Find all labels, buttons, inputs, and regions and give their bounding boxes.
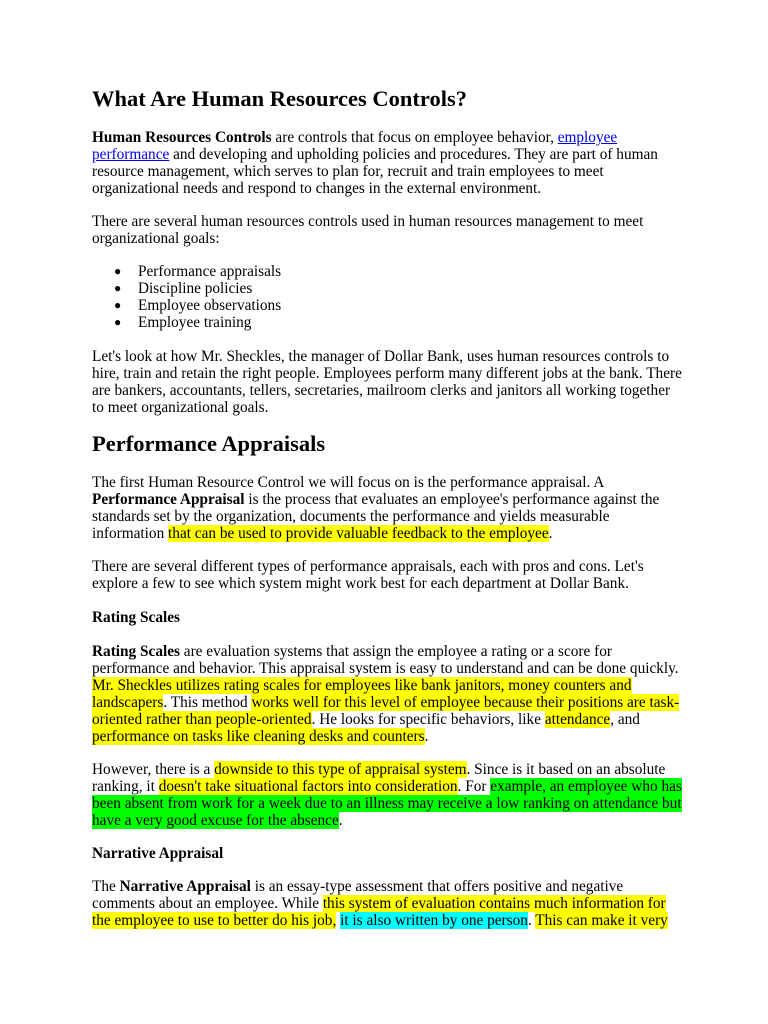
highlighted-text: that can be used to provide valuable feedback to the employee	[168, 525, 549, 542]
bold-term: Narrative Appraisal	[119, 878, 251, 895]
bullet-icon: ●	[114, 264, 122, 278]
highlighted-text: doesn't take situational factors into consideration	[158, 778, 458, 795]
text-run: The first Human Resource Control we will focus on is the performance appraisal. A	[92, 474, 604, 491]
text-run: , and	[610, 711, 640, 728]
highlighted-text: it is also written by one person	[340, 912, 528, 929]
intro-paragraph	[92, 129, 684, 197]
list-item: ● Employee observations	[114, 297, 282, 314]
bullet-icon: ●	[114, 281, 122, 295]
list-item: ● Employee training	[114, 314, 252, 331]
appraisal-types-paragraph: There are several different types of performance appraisals, each with pros and cons. Let's explore a few to see which system might work best for each department at Dollar Bank.	[92, 558, 644, 592]
text-run: . For	[457, 778, 491, 795]
text-run: are evaluation systems that assign the employee a rating or a score for performance and behavior. This appraisal system is easy to understand and can be done quickly.	[92, 643, 679, 677]
page-title: What Are Human Resources Controls?	[92, 86, 468, 111]
subheading-narrative-appraisal: Narrative Appraisal	[92, 845, 224, 862]
highlighted-text: example, an employee who has been absent from work for a week due to an illness may receive a low ranking on attendance but have a very good excuse for the absence	[92, 778, 682, 829]
text-run: . Since is it based on an absolute ranking, it	[92, 761, 666, 795]
subheading-rating-scales: Rating Scales	[92, 609, 180, 626]
bold-term: Performance Appraisal	[92, 491, 245, 508]
highlighted-text: Mr. Sheckles utilizes rating scales for employees like bank janitors, money counters and landscapers	[92, 677, 632, 711]
highlighted-text: this system of evaluation contains much information for the employee to use to better do his job,	[92, 895, 666, 929]
rating-scales-paragraph	[92, 643, 684, 745]
list-item: ● Discipline policies	[114, 280, 253, 297]
text-run: . He looks for specific behaviors, like	[311, 711, 545, 728]
bullet-icon: ●	[114, 315, 122, 329]
highlighted-text: downside to this type of appraisal system	[214, 761, 467, 778]
performance-appraisal-paragraph	[92, 474, 684, 542]
bullet-icon: ●	[114, 298, 122, 312]
text-run: .	[527, 912, 536, 929]
text-run: is an essay-type assessment that offers positive and negative comments about an employee. While	[92, 878, 624, 912]
rating-scales-downside-paragraph	[92, 761, 684, 829]
section-title: Performance Appraisals	[92, 431, 326, 456]
controls-list-intro: There are several human resources controls used in human resources management to meet organizational goals:	[92, 213, 644, 247]
text-run: are controls that focus on employee behavior,	[271, 129, 558, 146]
highlighted-text: attendance	[544, 711, 611, 728]
highlighted-text: This can make it very	[535, 912, 668, 929]
narrative-appraisal-paragraph	[92, 878, 684, 929]
text-run: .	[548, 525, 553, 542]
text-run: .	[424, 728, 429, 745]
text-run: . This method	[163, 694, 252, 711]
highlighted-text: performance on tasks like cleaning desks and counters	[92, 728, 425, 745]
text-run: However, there is a	[92, 761, 215, 778]
text-run: and developing and upholding policies and procedures. They are part of human resource management, which serves to plan for, recruit and train employees to meet organizational needs and respond to changes in the external environment.	[92, 146, 658, 197]
controls-list	[92, 263, 684, 331]
list-item: ● Performance appraisals	[114, 263, 282, 280]
highlighted-text: works well for this level of employee because their positions are task-oriented rather than people-oriented	[92, 694, 680, 728]
text-run: .	[338, 812, 343, 829]
text-run: The	[92, 878, 120, 895]
text-run: is the process that evaluates an employee's performance against the standards set by the organization, documents the performance and yields measurable information	[92, 491, 660, 542]
dollar-bank-paragraph: Let's look at how Mr. Sheckles, the manager of Dollar Bank, uses human resources controls to hire, train and retain the right people. Employees perform many different jobs at the bank. There are bankers, accountants, tellers, secretaries, mailroom clerks and janitors all working together to meet organizational goals.	[92, 348, 682, 416]
employee-performance-link[interactable]: employee performance	[92, 129, 618, 163]
bold-term: Human Resources Controls	[92, 129, 272, 146]
bold-term: Rating Scales	[92, 643, 180, 660]
